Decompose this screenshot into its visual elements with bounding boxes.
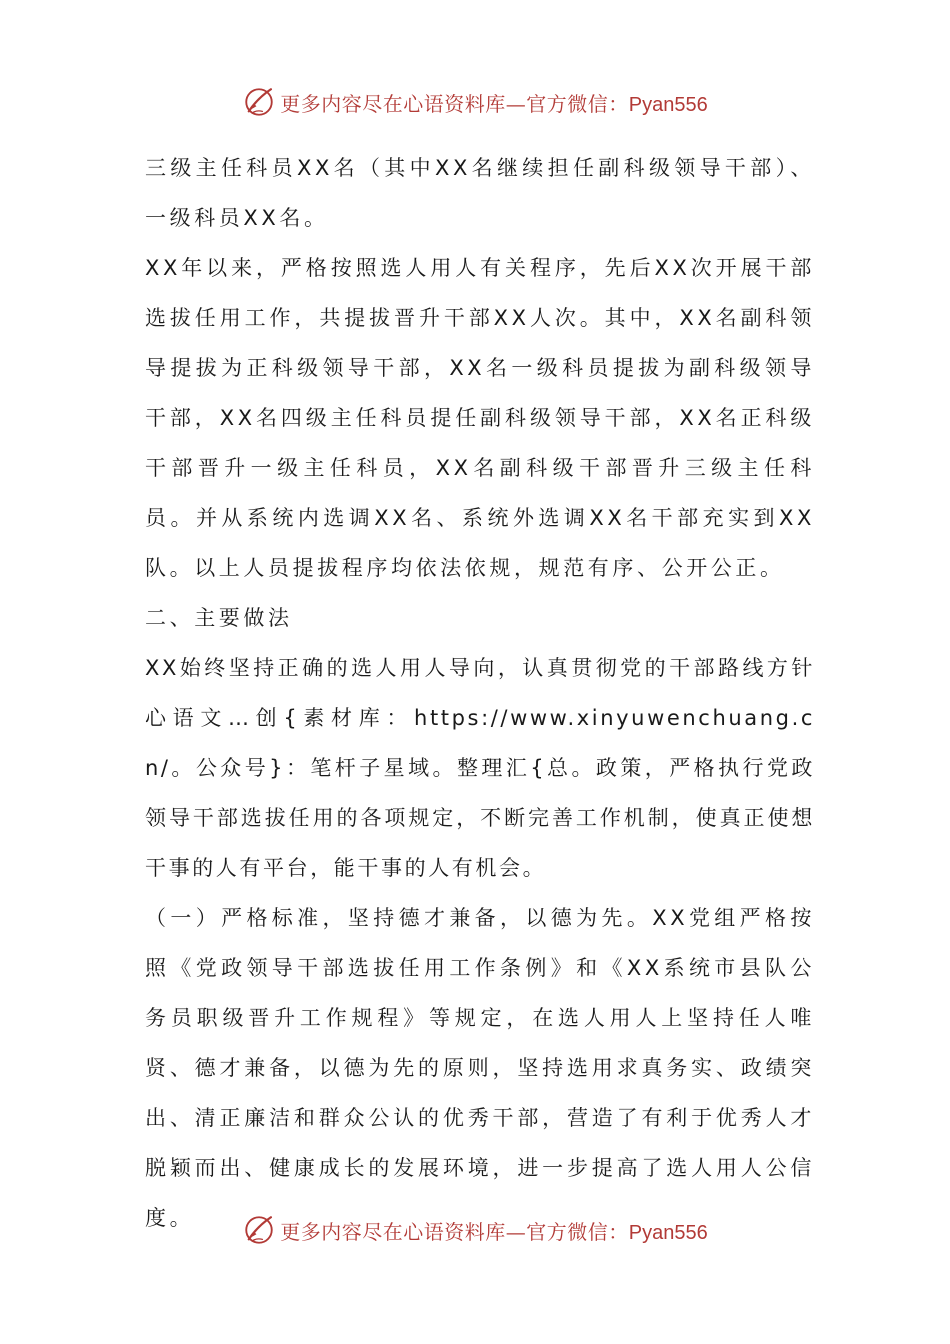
paragraph-staff-count: 三级主任科员XX名（其中XX名继续担任副科级领导干部）、一级科员XX名。 (145, 156, 815, 230)
footer-banner-wechat-label: 官方微信： (526, 1219, 629, 1244)
section-heading-main-practices: 二、主要做法 (145, 606, 293, 630)
paragraph-strict-standards: （一）严格标准，坚持德才兼备，以德为先。XX党组严格按照《党政领导干部选拔任用工作条例》和《XX系统市县队公务员职级晋升工作规程》等规定，在选人用人上坚持任人唯贤、德才兼备，以德为先的原则，坚持选用求真务实、政绩突出、清正廉洁和群众公认的优秀干部，营造了有利于优秀人才脱颖而出、健康成长的发展环境，进一步提高了选人用人公信度。 (145, 906, 815, 1230)
header-banner-wechat-label: 官方微信： (526, 91, 629, 116)
footer-banner-text (280, 1216, 707, 1245)
pen-logo-icon (242, 1213, 276, 1247)
paragraph-guidance: XX始终坚持正确的选人用人导向，认真贯彻党的干部路线方针心语文…创{素材库：https://www.xinyuwenchuang.cn/。公众号}：笔杆子星域。整理汇{总。政策，严格执行党政领导干部选拔任用的各项规定，不断完善工作机制，使真正使想干事的人有平台，能干事的人有机会。 (145, 656, 815, 880)
paragraph-promotions: XX年以来，严格按照选人用人有关程序，先后XX次开展干部选拔任用工作，共提拔晋升干部XX人次。其中，XX名副科领导提拔为正科级领导干部，XX名一级科员提拔为副科级领导干部，XX名四级主任科员提任副科级领导干部，XX名正科级干部晋升一级主任科员，XX名副科级干部晋升三级主任科员。并从系统内选调XX名、系统外选调XX名干部充实到XX队。以上人员提拔程序均依法依规，规范有序、公开公正。 (145, 256, 815, 580)
header-banner (0, 80, 950, 124)
pen-logo-icon (242, 85, 276, 119)
header-banner-main: 更多内容尽在心语资料库— (280, 91, 527, 116)
footer-banner-main: 更多内容尽在心语资料库— (280, 1219, 527, 1244)
header-banner-text (280, 88, 707, 117)
footer-banner-wechat-id: Pyan556 (628, 1221, 708, 1244)
document-body (145, 143, 815, 1243)
header-banner-wechat-id: Pyan556 (628, 93, 708, 116)
footer-banner (0, 1208, 950, 1252)
